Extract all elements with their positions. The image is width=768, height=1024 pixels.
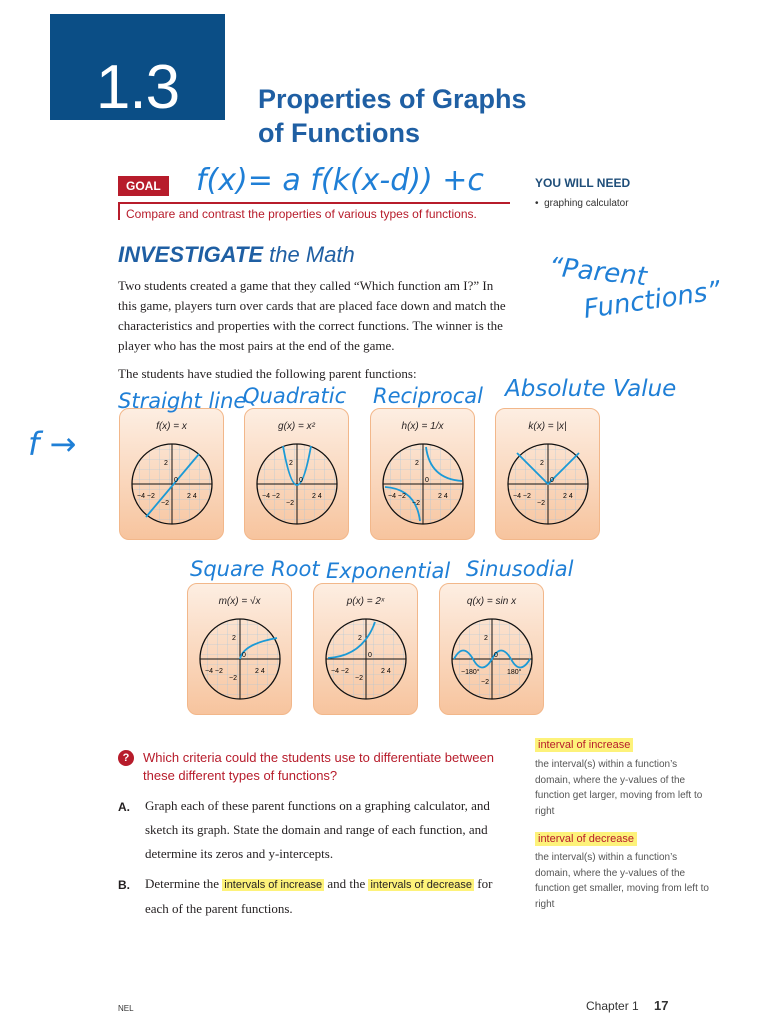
- tick-up: 2: [358, 635, 362, 642]
- footer-chapter: Chapter 1: [586, 999, 639, 1013]
- step-b-text: Determine the intervals of increase and the intervals of decrease for each of the parent functions.: [145, 876, 493, 916]
- origin-label: 0: [242, 652, 246, 659]
- handwritten-quadratic: Quadratic: [243, 384, 347, 408]
- card-label: g(x) = x²: [278, 421, 315, 432]
- tick-down: −2: [161, 500, 169, 507]
- tick-right: 2 4: [381, 668, 391, 675]
- tick-left: −4 −2: [331, 668, 349, 675]
- tick-right: 2 4: [187, 493, 197, 500]
- tick-up: 2: [289, 460, 293, 467]
- glossary-def-decrease: the interval(s) within a function’s domain, where the y-values of the function get smaller, moving from left to right: [535, 852, 709, 910]
- question-text: Which criteria could the students use to differentiate between these different types of functions?: [143, 750, 494, 783]
- tick-left: −4 −2: [205, 668, 223, 675]
- tick-right: 180°: [507, 669, 522, 676]
- goal-label: GOAL: [118, 176, 169, 196]
- tick-up: 2: [484, 635, 488, 642]
- handwritten-straight-line: Straight line: [118, 389, 247, 413]
- tick-up: 2: [415, 460, 419, 467]
- glossary-term-increase: interval of increase: [535, 735, 633, 753]
- tick-left: −4 −2: [137, 493, 155, 500]
- step-a-letter: A.: [118, 800, 130, 814]
- investigate-heading: INVESTIGATE the Math: [118, 242, 355, 267]
- step-a-text: Graph each of these parent functions on a graphing calculator, and sketch its graph. State the domain and range of each function, and determine its zeros and y-intercepts.: [145, 798, 490, 861]
- tick-left: −180°: [461, 669, 480, 676]
- tick-down: −2: [412, 500, 420, 507]
- origin-label: 0: [299, 477, 303, 484]
- tick-right: 2 4: [312, 493, 322, 500]
- tick-up: 2: [232, 635, 236, 642]
- tick-right: 2 4: [563, 493, 573, 500]
- handwritten-functions: Functions”: [581, 276, 723, 325]
- handwritten-parent: “Parent: [547, 252, 649, 293]
- origin-label: 0: [494, 652, 498, 659]
- highlight-increase: intervals of increase: [224, 879, 323, 891]
- card-label: f(x) = x: [156, 421, 187, 432]
- tick-down: −2: [537, 500, 545, 507]
- intro-paragraph: Two students created a game that they called “Which function am I?” In this game, players turn over cards that are placed face down and match the characteristics and properties with the correct functions. The winner is the player who has the most pairs at the end of the game.: [118, 278, 506, 353]
- card-label: q(x) = sin x: [466, 596, 517, 607]
- handwritten-absolute-value: Absolute Value: [505, 376, 677, 402]
- footer-publisher: NEL: [118, 1004, 134, 1013]
- you-will-need-item: • graphing calculator: [535, 198, 629, 209]
- tick-up: 2: [164, 460, 168, 467]
- tick-left: −4 −2: [262, 493, 280, 500]
- handwritten-sinusoidal: Sinusodial: [466, 557, 574, 581]
- step-b-letter: B.: [118, 878, 130, 892]
- goal-text: Compare and contrast the properties of various types of functions.: [126, 207, 477, 221]
- you-will-need-title: YOU WILL NEED: [535, 176, 631, 190]
- handwritten-square-root: Square Root: [190, 557, 320, 581]
- card-label: h(x) = 1/x: [401, 421, 444, 432]
- handwritten-exponential: Exponential: [326, 559, 451, 583]
- tick-down: −2: [355, 675, 363, 682]
- tick-down: −2: [229, 675, 237, 682]
- tick-right: 2 4: [255, 668, 265, 675]
- origin-label: 0: [174, 477, 178, 484]
- section-number: 1.3: [95, 53, 180, 122]
- tick-left: −4 −2: [388, 493, 406, 500]
- tick-down: −2: [286, 500, 294, 507]
- card-label: k(x) = |x|: [528, 421, 567, 432]
- card-label: m(x) = √x: [218, 596, 261, 607]
- handwritten-f-arrow: f →: [28, 425, 77, 463]
- handwritten-reciprocal: Reciprocal: [373, 384, 483, 408]
- origin-label: 0: [550, 477, 554, 484]
- tick-up: 2: [540, 460, 544, 467]
- handwritten-formula: f(x)= a f(k(x-d)) +c: [196, 163, 484, 198]
- title-line-2: of Functions: [258, 118, 420, 148]
- origin-label: 0: [368, 652, 372, 659]
- footer-page-number: 17: [654, 998, 669, 1013]
- glossary-term-decrease: interval of decrease: [535, 829, 637, 847]
- highlight-decrease: intervals of decrease: [370, 879, 472, 891]
- studied-paragraph: The students have studied the following parent functions:: [118, 366, 417, 381]
- glossary-def-increase: the interval(s) within a function’s domain, where the y-values of the function get larger, moving from left to right: [535, 759, 703, 817]
- tick-right: 2 4: [438, 493, 448, 500]
- card-label: p(x) = 2ˣ: [346, 596, 385, 607]
- tick-left: −4 −2: [513, 493, 531, 500]
- title-line-1: Properties of Graphs: [258, 84, 527, 114]
- origin-label: 0: [425, 477, 429, 484]
- tick-down: −2: [481, 679, 489, 686]
- question-icon: ?: [118, 750, 134, 766]
